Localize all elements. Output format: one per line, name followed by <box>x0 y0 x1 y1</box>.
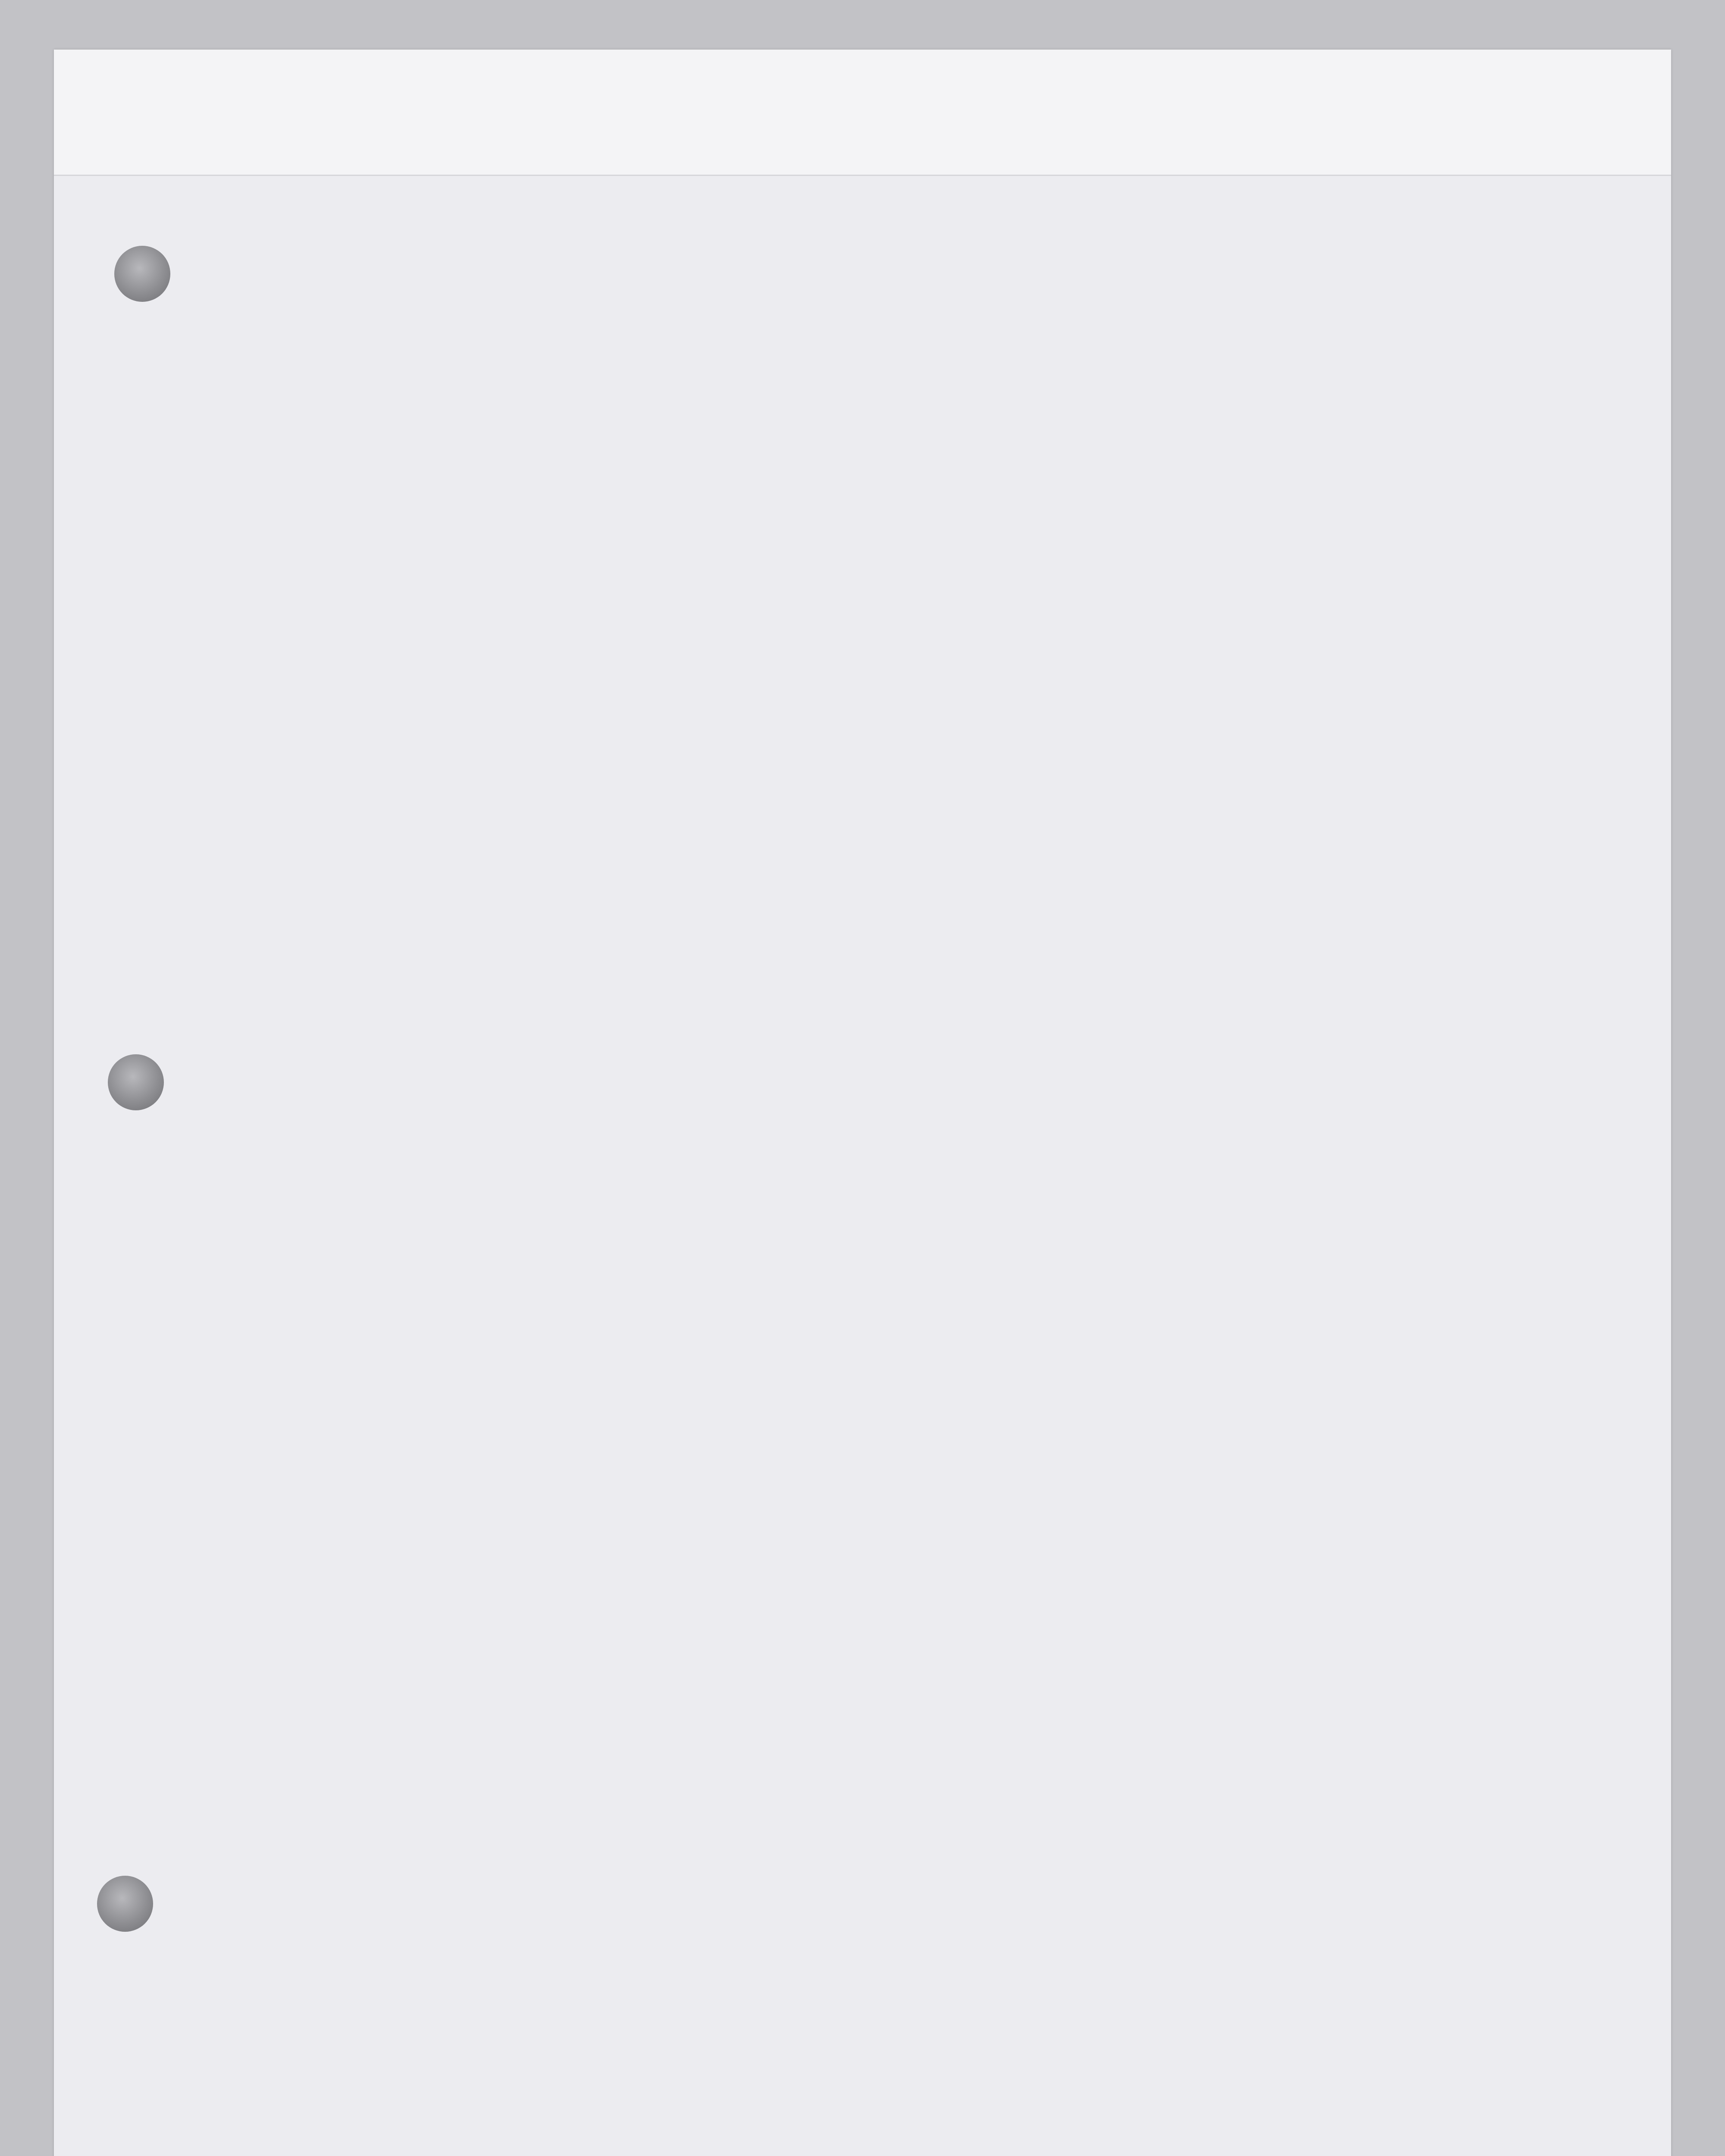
punch-hole-top <box>114 246 170 302</box>
document-page <box>54 50 1671 2156</box>
header-strip <box>54 50 1671 176</box>
punch-hole-middle <box>108 1054 164 1110</box>
punch-hole-bottom <box>97 1876 153 1932</box>
